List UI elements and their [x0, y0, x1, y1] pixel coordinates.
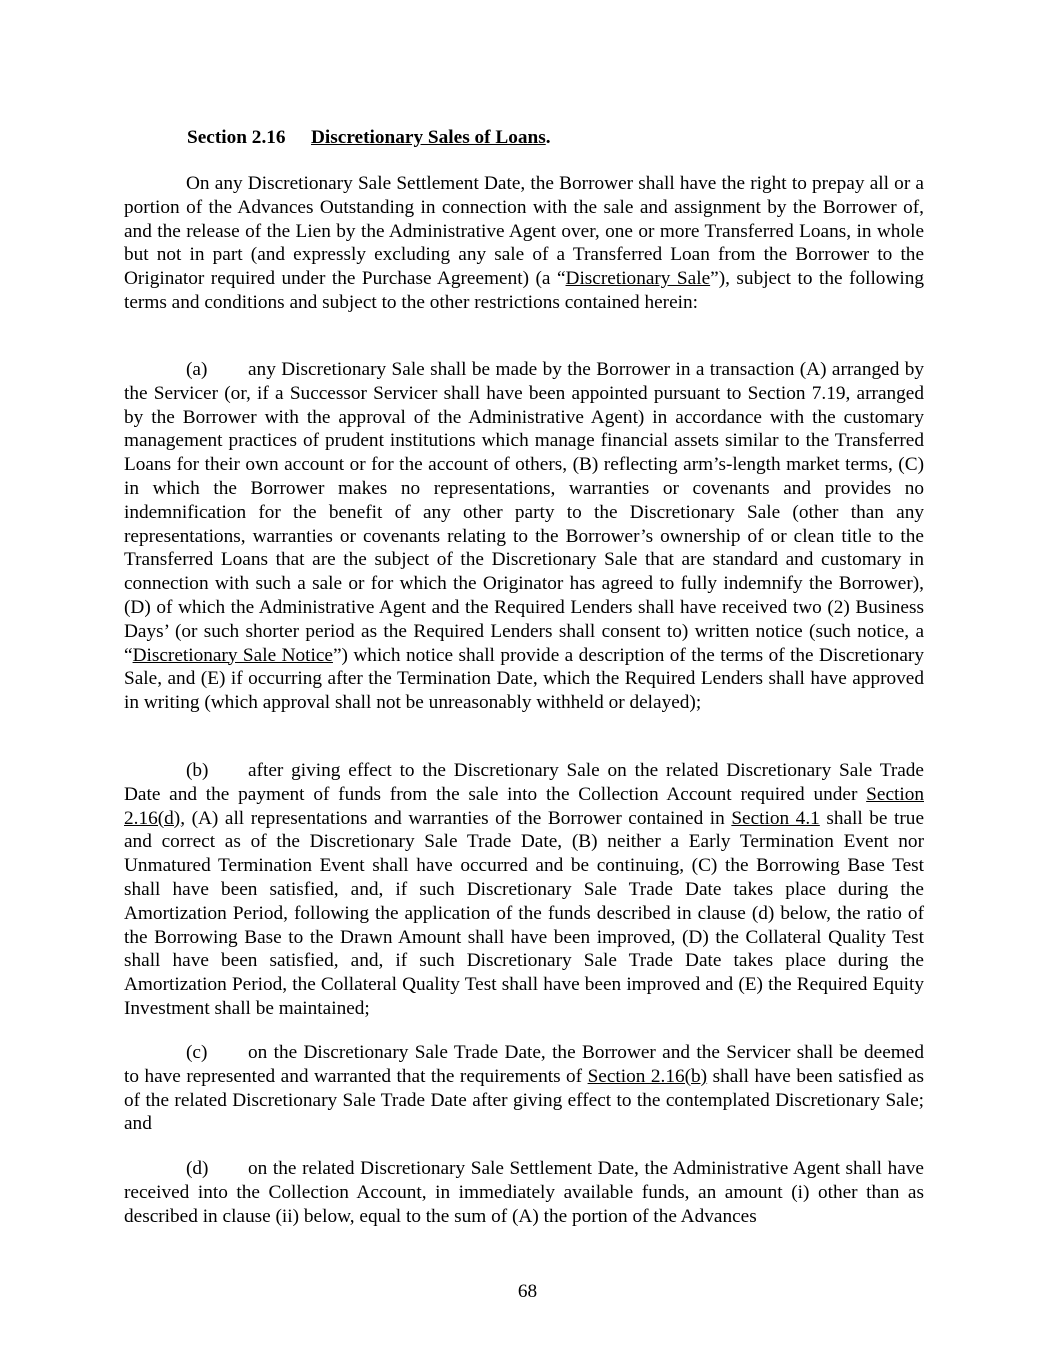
clause-d-paragraph — [124, 1157, 924, 1228]
page-number: 68 — [517, 1281, 538, 1302]
intro-paragraph — [124, 172, 924, 315]
cross-reference-section-2-16-b: Section 2.16(b) — [587, 1065, 708, 1087]
clause-b-text-3: shall be true and correct as of the Discretionary Sale Trade Date, (B) neither a Early Termination Event nor Unmatured Termination Event shall have occurred and be continuing, (C) the Borrowing Base Test shall have been satisfied, and, if such Discretionary Sale Trade Date takes place during the Amortization Period, following the application of the funds described in clause (d) below, the ratio of the Borrowing Base to the Drawn Amount shall have been improved, (D) the Collateral Quality Test shall have been satisfied, and, if such Discretionary Sale Trade Date takes place during the Amortization Period, the Collateral Quality Test shall have been improved and (E) the Required Equity Investment shall be maintained; — [124, 807, 924, 1019]
clause-a-paragraph — [124, 358, 924, 715]
clause-d-label: (d) — [186, 1158, 209, 1179]
clause-c-label: (c) — [186, 1042, 208, 1063]
clause-a-text-2: ”) which notice shall provide a description of the terms of the Discretionary Sale, and (E) if occurring after the Termination Date, which the Required Lenders shall have approved in writing (which approval shall not be unreasonably withheld or delayed); — [124, 644, 924, 714]
clause-b-text-2: , (A) all representations and warranties of the Borrower contained in — [180, 807, 732, 829]
clause-a-label: (a) — [186, 359, 208, 380]
defined-term-discretionary-sale: Discretionary Sale — [565, 268, 711, 290]
clause-a-text-1: any Discretionary Sale shall be made by the Borrower in a transaction (A) arranged by the Servicer (or, if a Successor Servicer shall have been appointed pursuant to Section 7.19, arranged by the Borrower with the approval of the Administrative Agent) in accordance with the customary management practices of prudent institutions which manage financial assets similar to the Transferred Loans for their own account or for the account of others, (B) reflecting arm’s-length market terms, (C) in which the Borrower makes no representations, warranties or covenants and provides no indemnification for the benefit of any other party to the Discretionary Sale (other than any representations, warranties or covenants relating to the Borrower’s ownership of or clean title to the Transferred Loans that are the subject of the Discretionary Sale that are standard and customary in connection with such a sale or for which the Originator has agreed to fully indemnify the Borrower), (D) of which the Administrative Agent and the Required Lenders shall have received two (2) Business Days’ (or such shorter period as the Required Lenders shall consent to) written notice (such notice, a “ — [124, 359, 924, 666]
clause-c-paragraph — [124, 1041, 924, 1136]
section-title: Discretionary Sales of Loans — [311, 127, 546, 148]
cross-reference-section-2-16-d: Section 2.16(d) — [124, 783, 924, 829]
clause-b-label: (b) — [186, 760, 209, 781]
cross-reference-section-4-1: Section 4.1 — [731, 807, 820, 829]
intro-text-2: ”), subject to the following terms and conditions and subject to the other restrictions contained herein: — [124, 268, 925, 313]
section-heading — [187, 126, 551, 150]
clause-c-text-2: shall have been satisfied as of the related Discretionary Sale Trade Date after giving effect to the contemplated Discretionary Sale; and — [124, 1065, 924, 1135]
defined-term-discretionary-sale-notice: Discretionary Sale Notice — [132, 644, 333, 666]
clause-d-text-1: on the related Discretionary Sale Settlement Date, the Administrative Agent shall have received into the Collection Account, in immediately available funds, an amount (i) other than as described in clause (ii) below, equal to the sum of (A) the portion of the Advances — [124, 1158, 924, 1227]
section-number: Section 2.16 — [187, 127, 286, 148]
clause-b-text-1: after giving effect to the Discretionary Sale on the related Discretionary Sale Trade Date and the payment of funds from the sale into the Collection Account required under — [124, 760, 924, 805]
intro-text-1: On any Discretionary Sale Settlement Date, the Borrower shall have the right to prepay all or a portion of the Advances Outstanding in connection with the sale and assignment by the Borrower of, and the release of the Lien by the Administrative Agent over, one or more Transferred Loans, in whole but not in part (and expressly excluding any sale of a Transferred Loan from the Borrower to the Originator required under the Purchase Agreement) (a “ — [124, 173, 924, 290]
section-title-period: . — [545, 127, 551, 148]
clause-c-text-1: on the Discretionary Sale Trade Date, the Borrower and the Servicer shall be deemed to have represented and warranted that the requirements of — [124, 1042, 924, 1087]
clause-b-paragraph — [124, 759, 924, 1021]
